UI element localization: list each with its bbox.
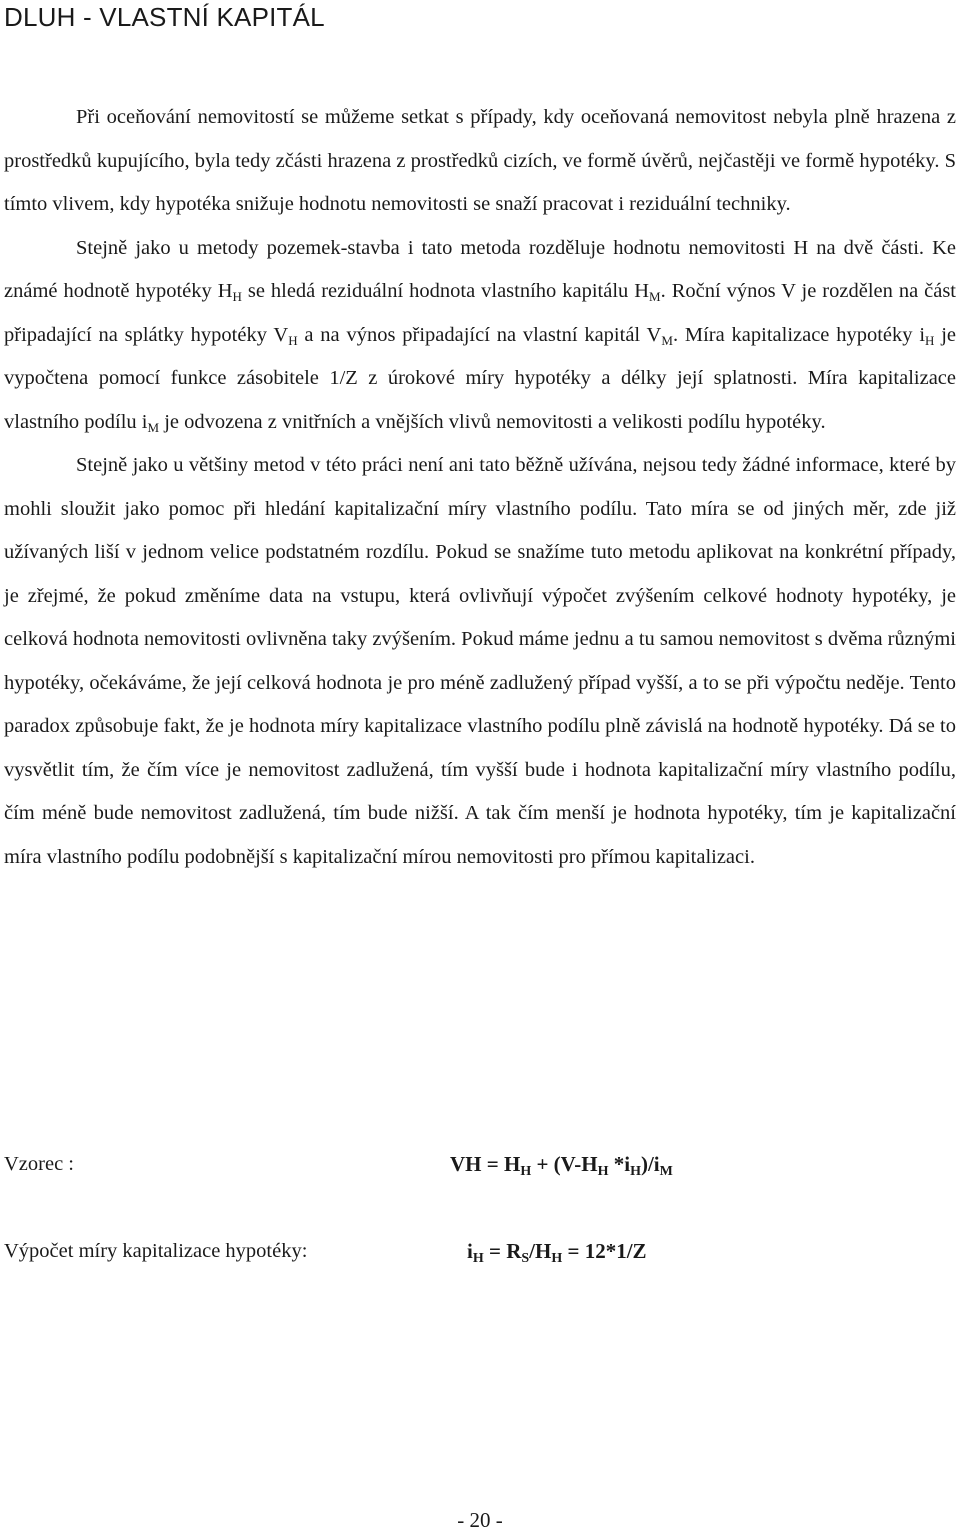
subscript: M [147, 419, 160, 435]
subscript: H [288, 332, 298, 348]
subscript: H [520, 1164, 532, 1179]
formula-part: )/i [640, 1152, 660, 1176]
paragraph-method [4, 227, 956, 445]
formula-value [450, 1152, 673, 1177]
subscript: M [659, 1164, 673, 1179]
paragraph-discussion: Stejně jako u většiny metod v této práci není ani tato běžně užívána, nejsou tedy žádné informace, které by mohli sloužit jako pomoc při hledání kapitalizační míry vlastního podílu. Tato míra se od jiných měr, zde již užívaných liší v jednom velice podstatném rozdílu. Pokud se snažíme tuto metodu aplikovat na konkrétní případy, je zřejmé, že pokud změníme data na vstupu, která ovlivňují výpočet zvýšením celkové hodnoty hypotéky, je celková hodnota nemovitosti ovlivněna taky zvýšením. Pokud máme jednu a tu samou nemovitost s dvěma různými hypotéky, očekáváme, že její celková hodnota je pro méně zadlužený případ vyšší, a to se při výpočtu neděje. Tento paradox způsobuje fakt, že je hodnota míry kapitalizace vlastního podílu plně závislá na hodnotě hypotéky. Dá se to vysvětlit tím, že čím více je nemovitost zadlužená, tím vyšší bude i hodnota kapitalizační míry vlastního podílu, čím méně bude nemovitost zadlužená, tím bude nižší. A tak čím menší je hodnota hypotéky, tím je kapitalizační míra vlastního podílu podobnější s kapitalizační mírou nemovitosti pro přímou kapitalizaci. [4, 454, 956, 868]
text-run: . Míra kapitalizace hypotéky i [672, 323, 926, 346]
subscript: H [472, 1251, 484, 1266]
paragraph-intro: Při oceňování nemovitostí se můžeme setkat s případy, kdy oceňovaná nemovitost nebyla plně hrazena z prostředků kupujícího, byla tedy zčásti hrazena z prostředků cizích, ve formě úvěrů, nejčastěji ve formě hypotéky. S tímto vlivem, kdy hypotéka snižuje hodnotu nemovitosti se snaží pracovat i reziduální techniky. [4, 106, 956, 215]
page-heading: DLUH - VLASTNÍ KAPITÁL [4, 2, 325, 32]
text-run: a na výnos připadající na vlastní kapitál V [297, 323, 662, 346]
subscript: H [925, 332, 935, 348]
text-run: se hledá reziduální hodnota vlastního kapitálu H [241, 280, 650, 302]
subscript: M [649, 289, 661, 304]
subscript: M [661, 332, 673, 348]
formula-label: Výpočet míry kapitalizace hypotéky: [4, 1240, 308, 1262]
formula-value [467, 1239, 647, 1264]
subscript: H [630, 1164, 641, 1179]
subscript: H [551, 1251, 563, 1266]
text-run: Stejně jako u metody pozemek-stavba i tato metoda rozděluje hodnotu nemovitosti H na dvě části. Ke známé hodnotě hypotéky H [4, 236, 956, 302]
subscript: H [232, 289, 242, 304]
formula-part: VH = H [450, 1152, 521, 1176]
formula-part: /H [529, 1239, 552, 1263]
formula-part: = R [483, 1239, 522, 1263]
body-text [4, 96, 956, 879]
subscript: H [597, 1164, 609, 1179]
text-run: . Roční výnos V je rozdělen na část připadající na splátky hypotéky V [4, 280, 956, 346]
formula-label: Vzorec : [4, 1153, 74, 1175]
formula-part: = 12*1/Z [562, 1239, 647, 1263]
page-number: - 20 - [457, 1508, 503, 1532]
text-run: je vypočtena pomocí funkce zásobitele 1/Z z úrokové míry hypotéky a délky její splatnosti. Míra kapitalizace vlastního podílu i [4, 323, 957, 433]
text-run: je odvozena z vnitřních a vnějších vlivů nemovitosti a velikosti podílu hypotéky. [159, 410, 826, 433]
subscript: S [521, 1251, 530, 1266]
formula-part: *i [608, 1152, 631, 1176]
formula-part: + (V-H [531, 1152, 598, 1176]
formula-part: i [467, 1239, 473, 1263]
